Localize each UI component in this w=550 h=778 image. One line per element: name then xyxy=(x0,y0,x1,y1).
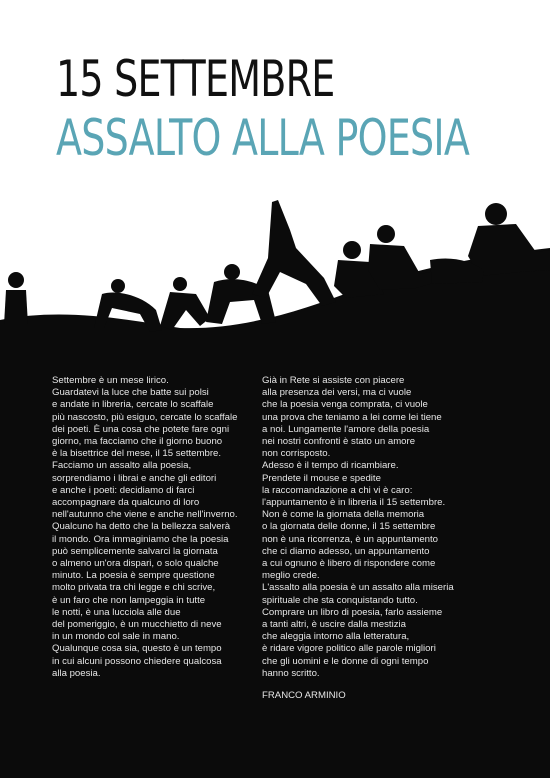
title-subtitle: ASSALTO ALLA POESIA xyxy=(56,109,470,167)
article-line: e anche i poeti: decidiamo di farci xyxy=(52,484,195,496)
article-line: minuto. La poesia è sempre questione xyxy=(52,570,215,582)
article-line: non corrisposto. xyxy=(262,448,331,460)
person-silhouette xyxy=(160,277,210,330)
article-line: è un faro che non lampeggia in tutte xyxy=(52,594,206,606)
article-line: in un mondo col sale in mano. xyxy=(52,631,180,643)
title-date: 15 SETTEMBRE xyxy=(56,50,335,108)
article-column-left xyxy=(52,375,272,680)
article-line: a cui ognuno è libero di rispondere come xyxy=(262,558,436,570)
article-line: è la bisettrice del mese, il 15 settembre. xyxy=(52,448,222,460)
article-line: Settembre è un mese lirico. xyxy=(52,375,169,386)
article-line: Facciamo un assalto alla poesia, xyxy=(52,460,192,472)
article-line: che gli uomini e le donne di ogni tempo xyxy=(262,655,429,667)
person-silhouette xyxy=(252,200,336,306)
article-line: le notti, è una lucciola alle due xyxy=(52,606,181,618)
article-line: il mondo. Ora immaginiamo che la poesia xyxy=(52,533,229,545)
article-column-right xyxy=(262,375,492,702)
silhouette-crowd-illustration xyxy=(0,190,550,360)
person-silhouette xyxy=(4,272,28,325)
article-line: una prova che teniamo a lei come lei tiene xyxy=(262,411,442,423)
article-line: spirituale che sta conquistando tutto. xyxy=(262,594,418,606)
author-signature: FRANCO ARMINIO xyxy=(262,690,346,702)
article-line: o la giornata delle donne, il 15 settembre xyxy=(262,521,436,533)
article-line: del pomeriggio, è un mucchietto di neve xyxy=(52,619,222,631)
article-line: l'appuntamento è in libreria il 15 settembre. xyxy=(262,497,446,509)
title-block xyxy=(56,52,526,166)
article-line: che la poesia venga comprata, ci vuole xyxy=(262,399,428,411)
article-line: hanno scritto. xyxy=(262,667,320,679)
article-line: che ci diamo adesso, un appuntamento xyxy=(262,545,430,557)
article-line: accompagnare da qualcuno di loro xyxy=(52,497,200,509)
article-line: non è una ricorrenza, è un appuntamento xyxy=(262,533,439,545)
article-line: dei poeti. È una cosa che potete fare ogni xyxy=(52,423,230,435)
article-line: può semplicemente salvarci la giornata xyxy=(52,545,218,557)
person-silhouette xyxy=(468,203,550,276)
article-line: molto privata tra chi legge e chi scrive, xyxy=(52,582,216,594)
article-line: o almeno un'ora dispari, o solo qualche xyxy=(52,558,219,570)
article-line: L'assalto alla poesia è un assalto alla miseria xyxy=(262,582,454,594)
article-line: nei nostri confronti è stato un amore xyxy=(262,436,416,448)
article-line: Adesso è il tempo di ricambiare. xyxy=(262,460,399,472)
article-line: è ridare vigore politico alle parole migliori xyxy=(262,643,436,655)
article-line: Non è come la giornata della memoria xyxy=(262,509,425,521)
article-line: la raccomandazione a chi vi è caro: xyxy=(262,484,413,496)
article-line: alla presenza dei versi, ma ci vuole xyxy=(262,387,412,399)
article-line: Prendete il mouse e spedite xyxy=(262,472,381,484)
article-line: sorprendiamo i librai e anche gli editori xyxy=(52,472,217,484)
article-line: giorno, ma facciamo che il giorno buono xyxy=(52,436,223,448)
article-line: Comprare un libro di poesia, farlo assieme xyxy=(262,606,443,618)
article-line: Già in Rete si assiste con piacere xyxy=(262,375,405,386)
article-line: Guardatevi la luce che batte sui polsi xyxy=(52,387,209,399)
article-line: meglio crede. xyxy=(262,570,320,582)
article-line: alla poesia. xyxy=(52,667,101,679)
article-line: Qualunque cosa sia, questo è un tempo xyxy=(52,643,222,655)
article-line: più nascosto, più esiguo, cercate lo scaffale xyxy=(52,411,238,423)
article-line: in cui alcuni possono chiedere qualcosa xyxy=(52,655,222,667)
article-line: a tanti altri, è uscire dalla mestizia xyxy=(262,619,406,631)
article-line: e andate in libreria, cercate lo scaffale xyxy=(52,399,214,411)
article-line: che aleggia intorno alla letteratura, xyxy=(262,631,410,643)
article-line: nell'autunno che viene e anche nell'inverno. xyxy=(52,509,238,521)
article-line: a noi. Lungamente l'amore della poesia xyxy=(262,423,430,435)
article-line: Qualcuno ha detto che la bellezza salverà xyxy=(52,521,231,533)
